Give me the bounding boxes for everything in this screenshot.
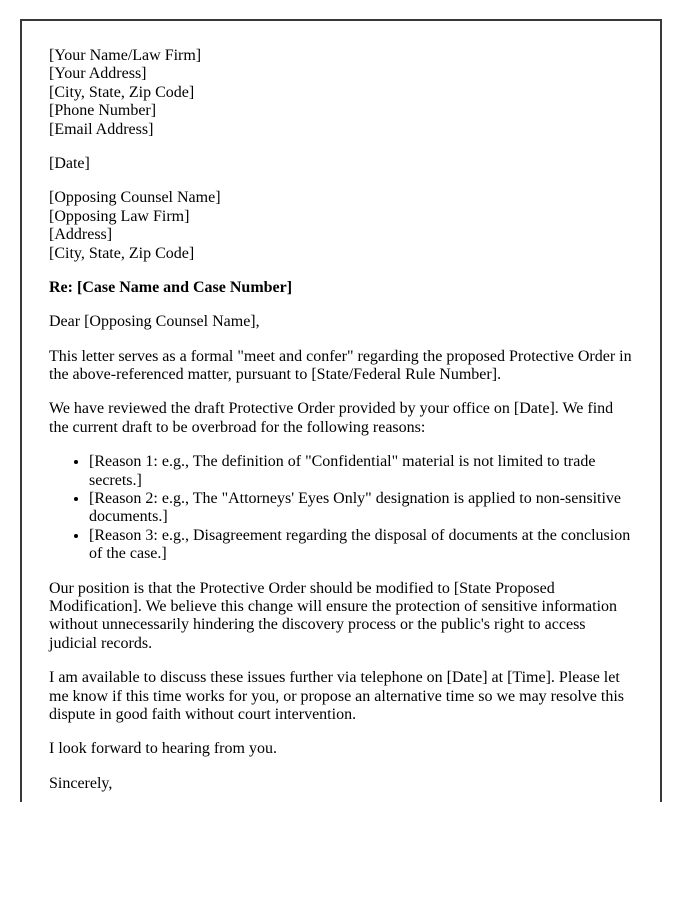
recipient-firm-line: [Opposing Law Firm] — [49, 207, 190, 225]
sender-city-state-zip-line: [City, State, Zip Code] — [49, 83, 195, 101]
paragraph-intro: This letter serves as a formal "meet and confer" regarding the proposed Protective Order in the above-referenced matter, pursuant to [State/Federal Rule Number]. — [49, 347, 632, 384]
reason-item-3: • [Reason 3: e.g., Disagreement regarding the disposal of documents at the conclusion of the case.] — [89, 527, 632, 564]
paragraph-availability: I am available to discuss these issues further via telephone on [Date] at [Time]. Please let me know if this time works for you, or propose an alternative time so we may resolve this dispute in good faith without court intervention. — [49, 669, 624, 723]
recipient-city-state-zip-line: [City, State, Zip Code] — [49, 244, 195, 262]
recipient-name-line: [Opposing Counsel Name] — [49, 189, 221, 207]
paragraph-review: We have reviewed the draft Protective Order provided by your office on [Date]. We find the current draft to be overbroad for the following reasons: — [49, 400, 614, 436]
paragraph-position: Our position is that the Protective Order should be modified to [State Proposed Modification]. We believe this change will ensure the protection of sensitive information without unnecessarily hindering the discovery process or the public's right to access judicial records. — [49, 579, 618, 652]
sender-address-line: [Your Address] — [49, 65, 147, 83]
salutation: Dear [Opposing Counsel Name], — [49, 313, 260, 331]
sender-phone-line: [Phone Number] — [49, 102, 157, 120]
subject-line: Re: [Case Name and Case Number] — [49, 278, 293, 296]
recipient-address-block — [49, 189, 632, 263]
paragraph-closing: I look forward to hearing from you. — [49, 740, 277, 758]
signoff: Sincerely, — [49, 774, 113, 792]
sender-address-block — [49, 47, 632, 139]
reason-item-2: • [Reason 2: e.g., The "Attorneys' Eyes Only" designation is applied to non-sensitive documents.] — [89, 490, 632, 527]
reason-item-1: • [Reason 1: e.g., The definition of "Confidential" material is not limited to trade secrets.] — [89, 453, 632, 490]
reasons-list — [49, 453, 632, 563]
recipient-address-line: [Address] — [49, 226, 113, 244]
letter-document — [20, 19, 662, 802]
date-line: [Date] — [49, 154, 90, 172]
sender-email-line: [Email Address] — [49, 120, 154, 138]
sender-name-line: [Your Name/Law Firm] — [49, 47, 202, 64]
